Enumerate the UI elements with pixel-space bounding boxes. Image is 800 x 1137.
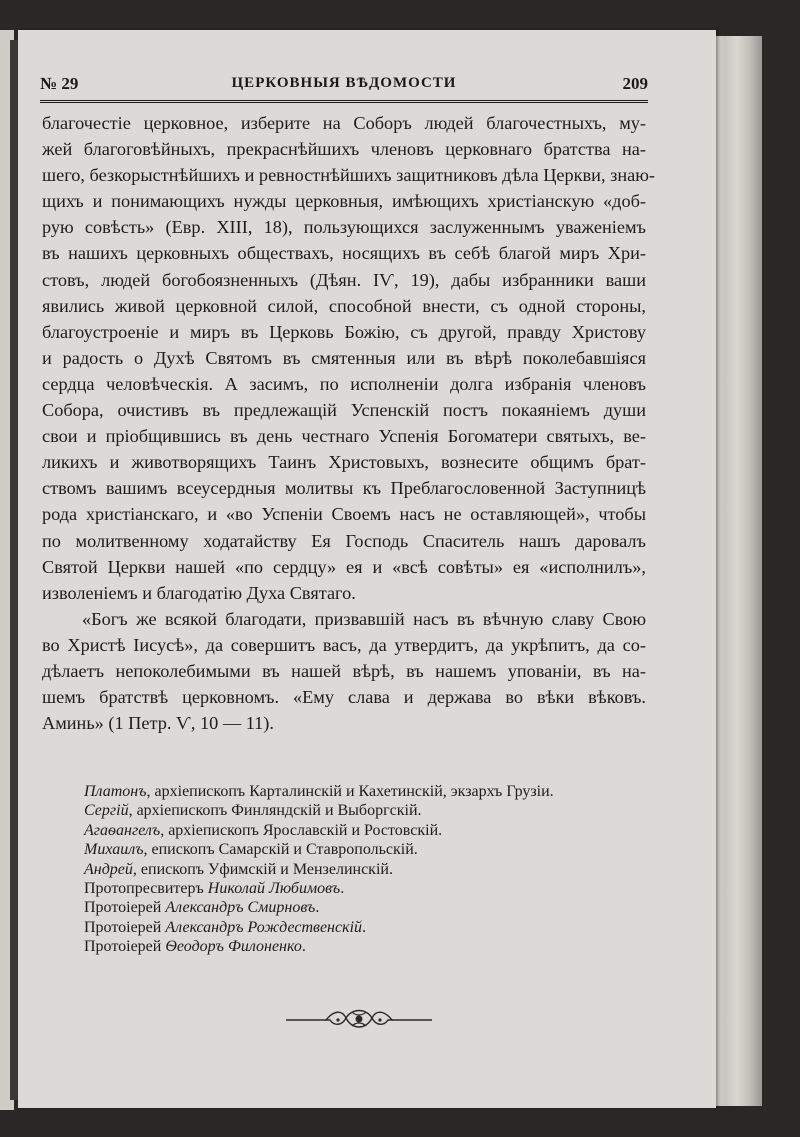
text-line: въ нашихъ церковныхъ обществахъ, носящихъ въ себѣ благой миръ Хри-: [42, 243, 646, 264]
signature-line: [84, 879, 684, 898]
signature-name: Александръ Рождественскій: [165, 918, 363, 936]
text-line: «Богъ же всякой благодати, призвавшій насъ въ вѣчную славу Свою: [82, 608, 646, 629]
signature-name: Агаѳангелъ: [84, 821, 161, 839]
signature-line: [84, 918, 684, 937]
paragraph-1: [42, 110, 655, 606]
text-line: благочестіе церковное, изберите на Соборъ людей благочестныхъ, му-: [42, 113, 646, 133]
text-line: рода христіанскаго, и «во Успеніи Своемъ насъ не оставляющей», чтобы: [42, 504, 646, 525]
text-line: ликихъ и животворящихъ Таинъ Христовыхъ, вознесите общимъ брат-: [42, 452, 646, 473]
signature-line: [84, 898, 684, 917]
text-line: Святой Церкви нашей «по сердцу» ея и «всѣ совѣты» ея «исполнилъ»,: [42, 556, 646, 577]
running-header: [40, 72, 648, 103]
signature-name: Николай Любимовъ: [207, 880, 341, 898]
text-line: изволеніемъ и благодатію Духа Святаго.: [42, 582, 356, 603]
signature-line: [84, 937, 684, 956]
text-line: явились живой церковной силой, способной внести, съ одной стороны,: [42, 295, 646, 316]
text-line: жей благоговѣйныхъ, прекраснѣйшихъ членовъ церковнаго братства на-: [42, 139, 646, 160]
signature-name: Александръ Смирновъ: [165, 899, 316, 917]
signature-title: .: [301, 938, 306, 956]
text-line: шего, безкорыстнѣйшихъ и ревностнѣйшихъ защитниковъ дѣла Церкви, знаю-: [42, 165, 655, 186]
signature-line: [84, 840, 684, 859]
signature-title: , архіепископъ Финляндскій и Выборгскій.: [128, 802, 422, 820]
signature-title: , архіепископъ Карталинскій и Кахетинскій, экзархъ Грузіи.: [146, 783, 554, 800]
paragraph-2: [42, 606, 646, 736]
text-line: по молитвенному ходатайству Ея Господь Спаситель нашъ даровалъ: [42, 530, 646, 551]
signature-title: , епископъ Самарскій и Ставропольскій.: [143, 841, 418, 859]
text-line: и радость о Духѣ Святомъ въ смятенныя или въ вѣрѣ поколебавшіяся: [42, 347, 646, 368]
signature-title: .: [315, 899, 320, 917]
page-number: 209: [622, 74, 648, 93]
text-line: шемъ братствѣ церковномъ. «Ему слава и держава во вѣки вѣковъ.: [42, 687, 646, 708]
signature-name: Михаилъ: [84, 841, 144, 859]
text-line: дѣлаетъ непоколебимыми въ нашей вѣрѣ, въ нашемъ упованіи, въ на-: [42, 660, 646, 681]
signature-name: Андрей: [84, 860, 133, 878]
signature-rank: Протоіерей: [84, 938, 166, 956]
text-line: сердца человѣческія. А засимъ, по исполненіи долга избранія членовъ: [42, 373, 646, 394]
signature-line: [84, 821, 684, 840]
signature-line: [84, 801, 684, 820]
signature-line: [84, 860, 684, 879]
text-line: рую совѣсть» (Евр. XIII, 18), пользующихся заслуженнымъ уваженіемъ: [42, 217, 646, 238]
ornament-icon: [282, 1004, 436, 1034]
text-line: стовъ, людей богобоязненныхъ (Дѣян. IѴ, 19), дабы избранники ваши: [42, 269, 646, 290]
signature-title: , архіепископъ Ярославскій и Ростовскій.: [160, 821, 443, 839]
text-line: Собора, очистивъ въ предлежащій Успенскій постъ покаяніемъ души: [42, 400, 646, 421]
text-line: ствомъ вашимъ всеусердныя молитвы къ Преблагословенной Заступницѣ: [42, 478, 646, 499]
signature-name: Платонъ: [84, 783, 147, 800]
text-line: Аминь» (1 Петр. Ѵ, 10 — 11).: [42, 713, 274, 734]
journal-title: ЦЕРКОВНЫЯ ВѢДОМОСТИ: [231, 75, 457, 91]
text-line: свои и пріобщившись въ день честнаго Успенія Богоматери святыхъ, ве-: [42, 426, 646, 447]
signature-name: Ѳеодоръ Филоненко: [165, 938, 302, 956]
signature-rank: Протопресвитеръ: [84, 880, 208, 898]
text-line: во Христѣ Іисусѣ», да совершитъ васъ, да утвердитъ, да укрѣпитъ, да со-: [42, 634, 646, 655]
body-text: [42, 110, 655, 736]
signature-title: .: [362, 918, 367, 936]
signature-rank: Протоіерей: [84, 899, 166, 917]
signature-title: , епископъ Уфимскій и Мензелинскій.: [132, 860, 393, 878]
signature-rank: Протоіерей: [84, 918, 166, 936]
text-line: щихъ и понимающихъ нужды церковныя, имѣющихъ христіанскую «доб-: [42, 191, 646, 212]
text-line: благоустроеніе и миръ въ Церковь Божію, съ другой, правду Христову: [42, 321, 646, 342]
book-page: [18, 30, 716, 1108]
signature-title: .: [340, 880, 345, 898]
signature-line: [84, 782, 684, 801]
issue-number: № 29: [40, 74, 79, 93]
book-spine-shadow: [10, 40, 18, 1100]
signatures-list: [84, 782, 684, 957]
signature-name: Сергій: [84, 802, 129, 820]
